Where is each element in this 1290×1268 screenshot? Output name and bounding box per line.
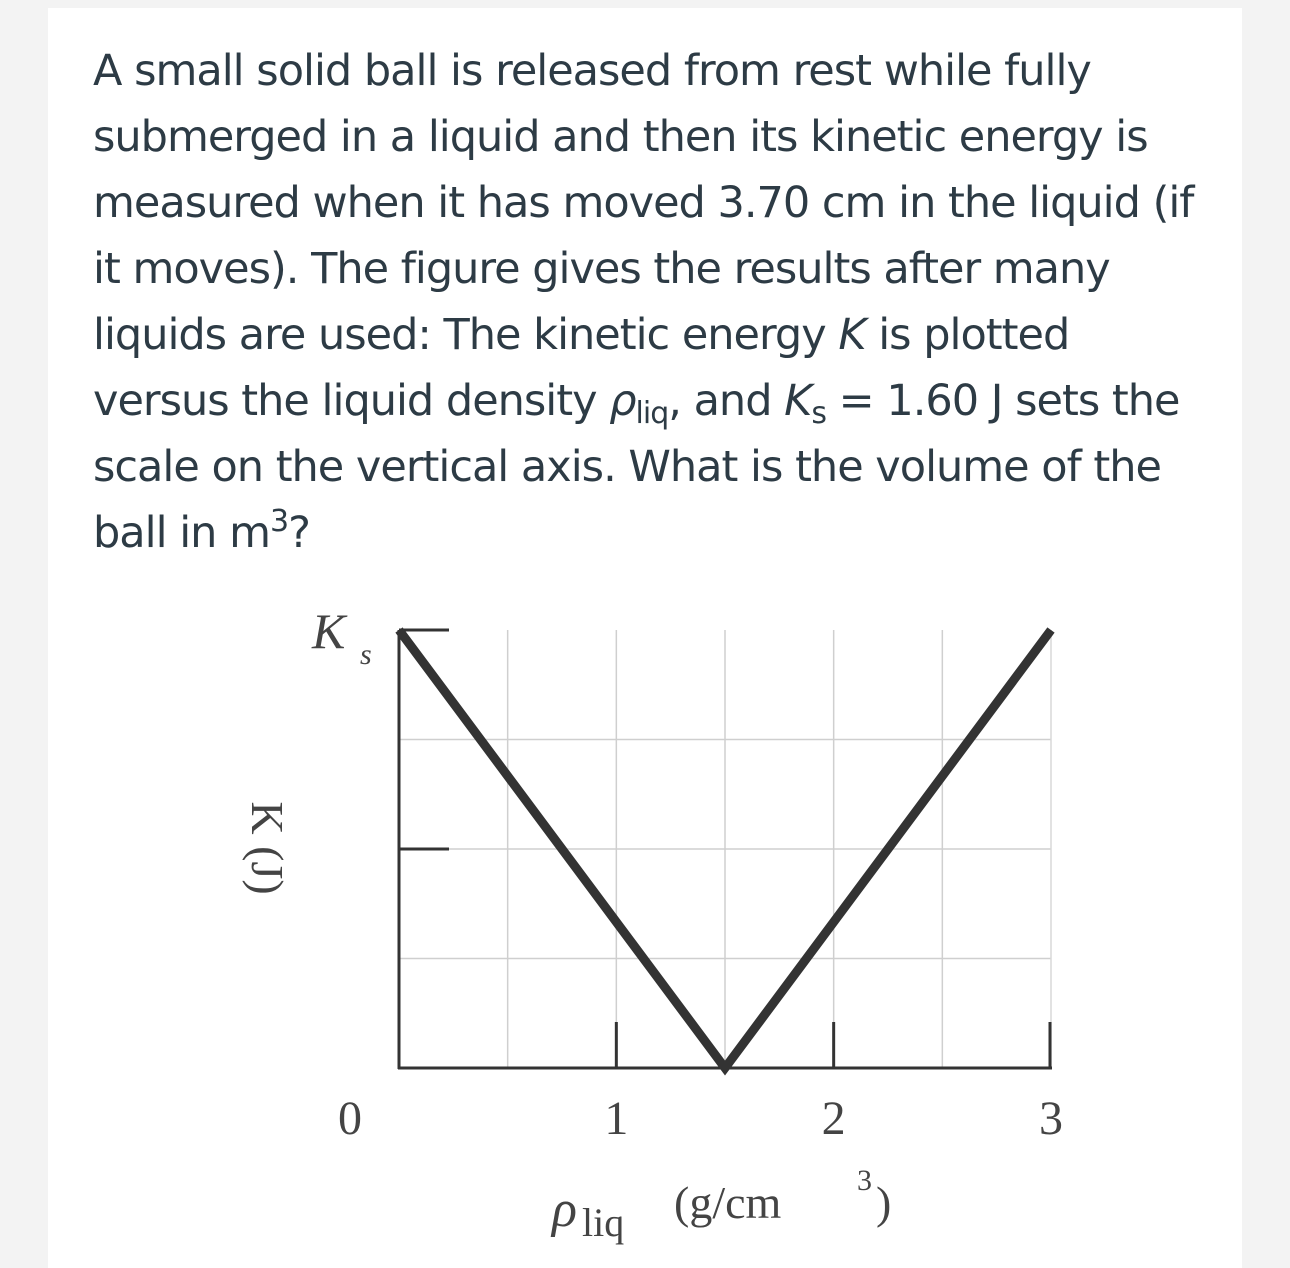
y-axis-label: K (J) (242, 801, 293, 895)
question-part-2: is plotted versus the liquid density (93, 310, 1070, 426)
rho-subscript: liq (635, 396, 669, 431)
x-axis-unit-superscript: 3 (857, 1164, 872, 1197)
x-tick-labels (338, 1092, 1063, 1145)
y-top-label: K (312, 603, 346, 659)
ks-subscript: s (811, 396, 826, 431)
ks-variable: K (784, 376, 812, 426)
question-part-3: , and (668, 376, 785, 426)
x-axis-unit-close: ) (876, 1177, 892, 1228)
question-part-1: A small solid ball is released from rest while fully submerged in a liquid and then its kinetic energy is measured when it has moved 3.70 cm in the liquid (if it moves). The figure gives the results after many liquids are used: The kinetic energy (93, 46, 1194, 360)
x-axis-symbol-subscript: liq (582, 1200, 625, 1245)
y-top-label-subscript: s (360, 638, 372, 671)
question-part-5: ? (288, 508, 310, 558)
x-axis-unit: (g/cm (674, 1177, 782, 1228)
question-part-4: = 1.60 J sets the scale on the vertical axis. What is the volume of the ball in m (93, 376, 1180, 558)
k-variable: K (838, 310, 866, 360)
rho-symbol: ρ (609, 376, 636, 426)
x-tick-label: 3 (1039, 1092, 1063, 1145)
chart-grid (399, 630, 1051, 1068)
x-tick-label: 0 (338, 1092, 362, 1145)
x-tick-label: 2 (821, 1092, 846, 1145)
x-tick-label: 1 (604, 1092, 629, 1145)
x-axis-symbol: ρ (552, 1181, 577, 1238)
unit-superscript: 3 (269, 504, 289, 539)
